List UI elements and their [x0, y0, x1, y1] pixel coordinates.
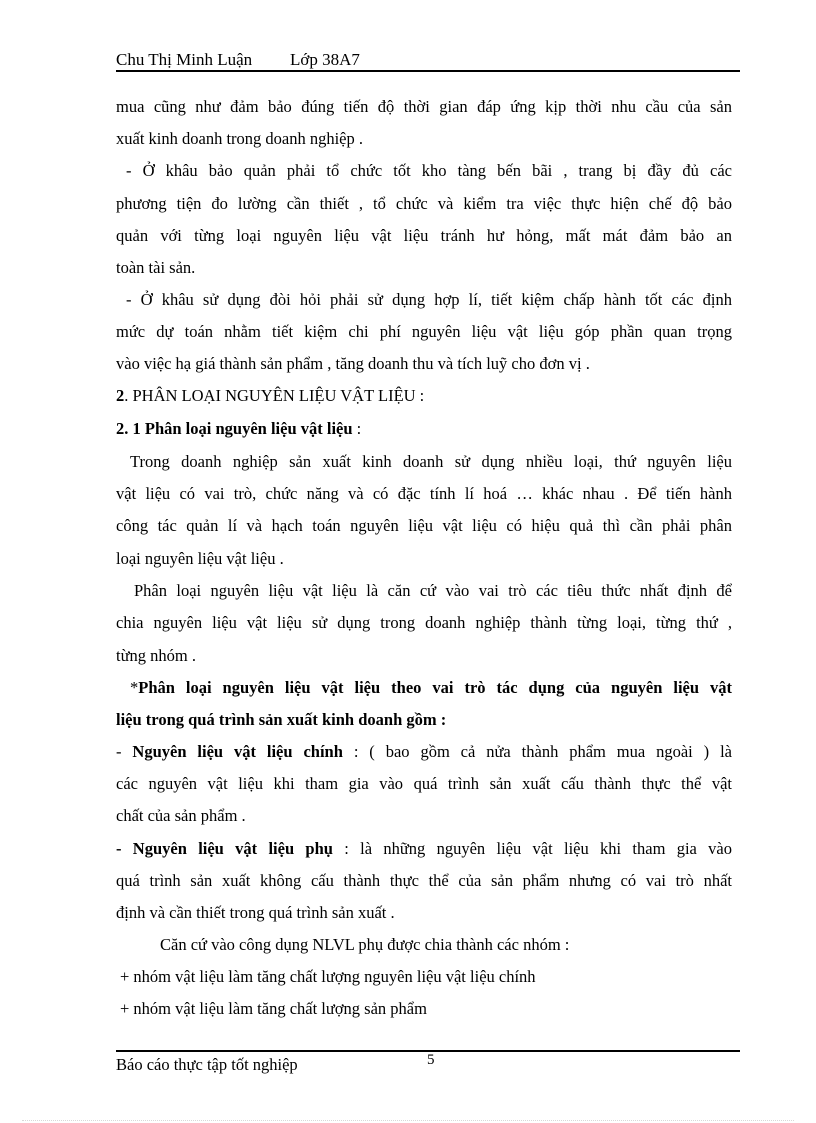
paragraph-line: mua cũng như đảm bảo đúng tiến độ thời gian đáp ứng kịp thời nhu cầu của sản: [116, 97, 732, 116]
paragraph-line: - Ở khâu sử dụng đòi hỏi phải sử dụng hợp lí, tiết kiệm chấp hành tốt các định: [126, 290, 732, 309]
paragraph-line: chia nguyên liệu vật liệu sử dụng trong doanh nghiệp thành từng loại, từng thứ ,: [116, 613, 732, 632]
subsection-heading: 2. 1 Phân loại nguyên liệu vật liệu :: [116, 419, 362, 438]
page-header: [116, 48, 740, 72]
section-heading: [116, 386, 732, 406]
author-name: Chu Thị Minh Luận: [116, 50, 253, 69]
footer-title: Báo cáo thực tập tốt nghiệp: [116, 1055, 298, 1074]
paragraph-line: xuất kinh doanh trong doanh nghiệp .: [116, 129, 364, 148]
paragraph-line: quá trình sản xuất không cấu thành thực thể của sản phẩm nhưng có vai trò nhất: [116, 871, 732, 890]
paragraph-line: toàn tài sản.: [116, 258, 196, 277]
paragraph-line: chất của sản phẩm .: [116, 806, 246, 825]
bold-paragraph-line: liệu trong quá trình sản xuất kinh doanh gồm :: [116, 710, 447, 729]
paragraph-line: - Ở khâu bảo quản phải tổ chức tốt kho tàng bến bãi , trang bị đầy đủ các: [126, 161, 732, 180]
page-edge-divider: [22, 1120, 794, 1121]
list-item: + nhóm vật liệu làm tăng chất lượng sản phẩm: [120, 999, 427, 1018]
paragraph-line: từng nhóm .: [116, 646, 196, 665]
class-label: Lớp 38A7: [290, 50, 360, 69]
section-number: 2: [116, 386, 125, 405]
subsection-title: 2. 1 Phân loại nguyên liệu vật liệu: [116, 419, 353, 438]
section-title: . PHÂN LOẠI NGUYÊN LIỆU VẬT LIỆU :: [124, 386, 425, 405]
page-number: 5: [427, 1052, 435, 1068]
paragraph-line: - Nguyên liệu vật liệu phụ : là những nguyên liệu vật liệu khi tham gia vào: [116, 839, 732, 858]
paragraph-line: phương tiện đo lường cần thiết , tổ chức và kiểm tra việc thực hiện chế độ bảo: [116, 194, 732, 213]
paragraph-line: quản với từng loại nguyên liệu vật liệu tránh hư hỏng, mất mát đảm bảo an: [116, 226, 732, 245]
paragraph-line: công tác quản lí và hạch toán nguyên liệu vật liệu có hiệu quả thì cần phải phân: [116, 516, 732, 535]
paragraph-line: loại nguyên liệu vật liệu .: [116, 549, 284, 568]
paragraph-line: định và cần thiết trong quá trình sản xuất .: [116, 903, 395, 922]
paragraph-line: vào việc hạ giá thành sản phẩm , tăng doanh thu và tích luỹ cho đơn vị .: [116, 354, 590, 373]
bold-paragraph-line: *Phân loại nguyên liệu vật liệu theo vai trò tác dụng của nguyên liệu vật: [130, 678, 732, 697]
paragraph-line: mức dự toán nhằm tiết kiệm chi phí nguyên liệu vật liệu góp phần quan trọng: [116, 322, 732, 341]
paragraph-line: Phân loại nguyên liệu vật liệu là căn cứ vào vai trò các tiêu thức nhất định để: [134, 581, 732, 600]
paragraph-line: vật liệu có vai trò, chức năng và có đặc tính lí hoá … khác nhau . Để tiến hành: [116, 484, 732, 503]
paragraph-line: các nguyên vật liệu khi tham gia vào quá trình sản xuất cấu thành thực thể vật: [116, 774, 732, 793]
paragraph-line: - Nguyên liệu vật liệu chính : ( bao gồm cả nửa thành phẩm mua ngoài ) là: [116, 742, 732, 761]
paragraph-line: Trong doanh nghiệp sản xuất kinh doanh sử dụng nhiều loại, thứ nguyên liệu: [130, 452, 732, 471]
paragraph-line: Căn cứ vào công dụng NLVL phụ được chia thành các nhóm :: [160, 935, 570, 954]
list-item: + nhóm vật liệu làm tăng chất lượng nguyên liệu vật liệu chính: [120, 967, 536, 986]
